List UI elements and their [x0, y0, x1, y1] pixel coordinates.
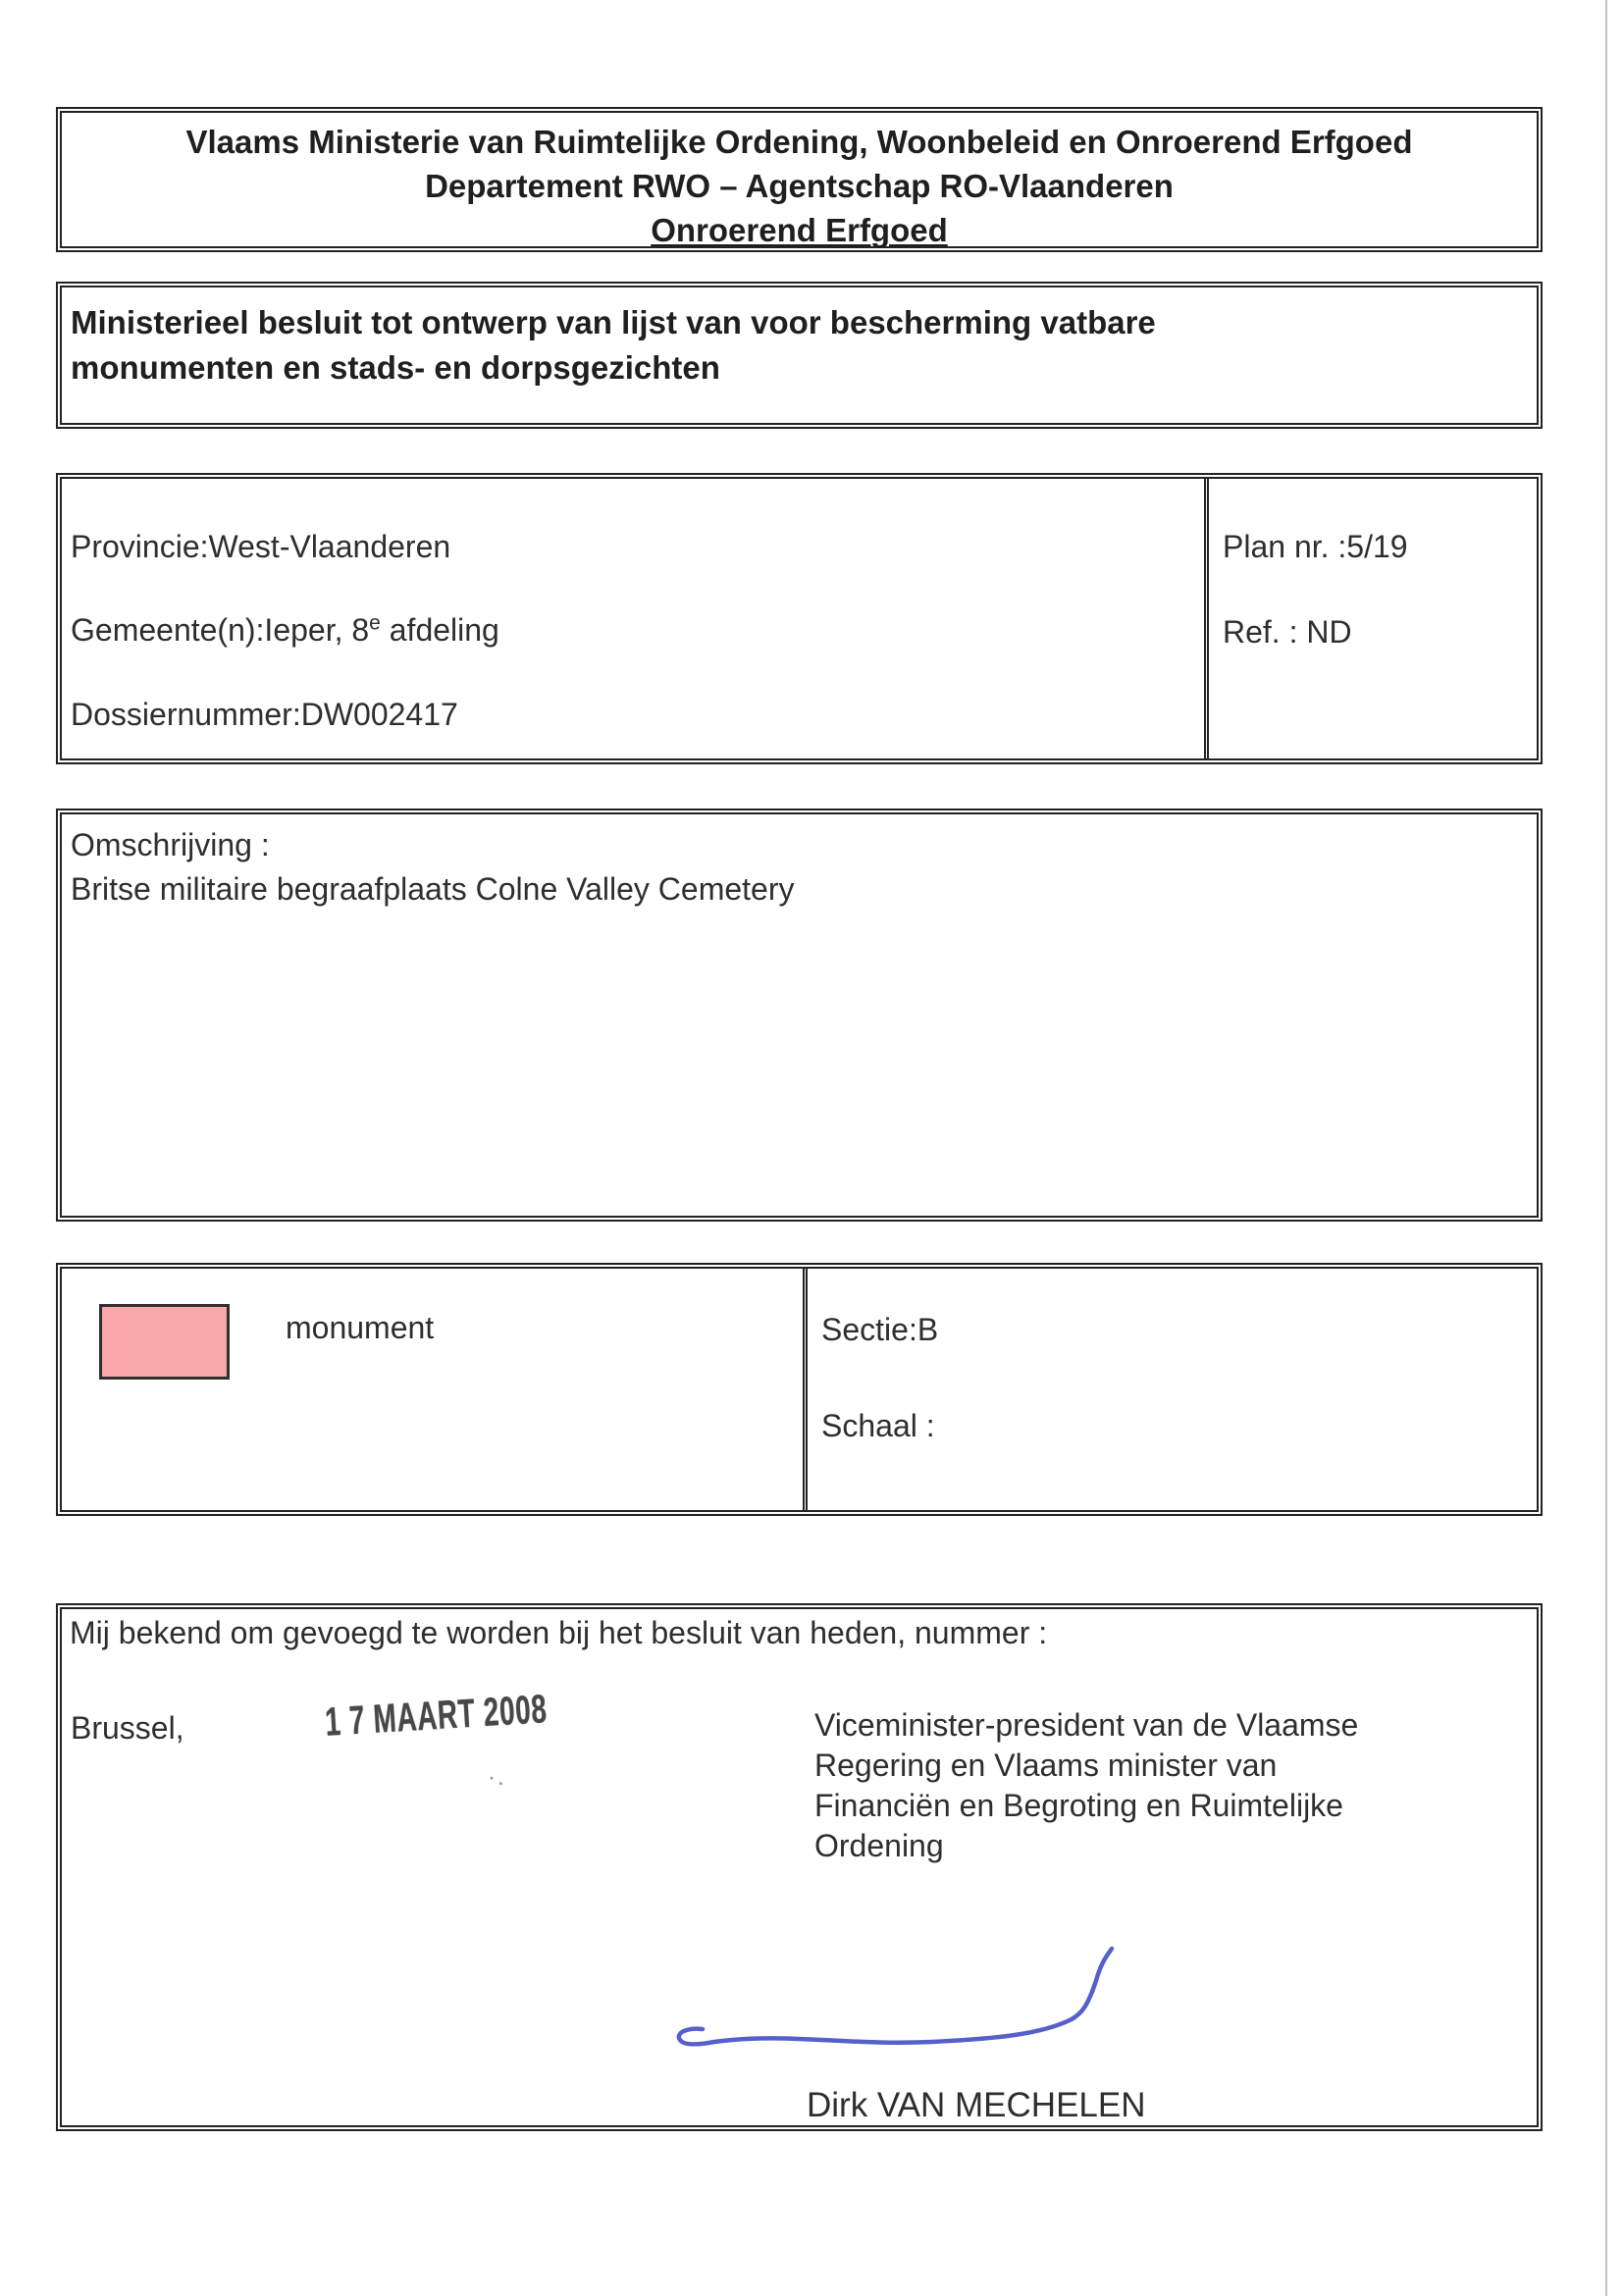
minister-title-line: Viceminister-president van de Vlaamse: [814, 1707, 1359, 1743]
description-box: [56, 809, 1543, 1222]
plan-number-field: Plan nr. :5/19: [1223, 529, 1408, 564]
signer-name: Dirk VAN MECHELEN: [807, 2086, 1146, 2124]
agency-name: Onroerend Erfgoed: [651, 212, 948, 248]
signature-stroke: [679, 1949, 1112, 2044]
signoff-box: [56, 1603, 1543, 2131]
schaal-field: Schaal :: [821, 1408, 935, 1443]
city-label: Brussel,: [71, 1710, 184, 1746]
reference-field: Ref. : ND: [1223, 614, 1352, 650]
monument-color-swatch: [99, 1304, 230, 1380]
municipality-suffix: afdeling: [380, 612, 499, 648]
province-field: Provincie:West-Vlaanderen: [71, 529, 451, 564]
scan-artifact-line: [1605, 0, 1607, 2296]
department-name: Departement RWO – Agentschap RO-Vlaanderen: [425, 168, 1174, 204]
decree-title-line2: monumenten en stads- en dorpsgezichten: [71, 349, 720, 386]
municipality-superscript: e: [369, 611, 381, 635]
minister-title-line: Financiën en Begroting en Ruimtelijke: [814, 1788, 1343, 1823]
municipality-text: Gemeente(n):Ieper, 8: [71, 612, 370, 648]
municipality-field: [71, 612, 499, 649]
sectie-schaal-cell: [803, 1269, 1537, 1510]
stamp-stray-mark: ·.: [488, 1764, 506, 1791]
minister-title-line: Regering en Vlaams minister van: [814, 1748, 1278, 1783]
plan-ref-cell: [1204, 479, 1537, 758]
dossier-number-field: Dossiernummer:DW002417: [71, 697, 458, 732]
ministry-header-box: [56, 107, 1543, 252]
sectie-field: Sectie:B: [821, 1312, 939, 1347]
legend-box: [56, 1263, 1543, 1516]
minister-title: [814, 1705, 1358, 1866]
ministry-name: Vlaams Ministerie van Ruimtelijke Ordening, Woonbeleid en Onroerend Erfgoed: [185, 124, 1413, 160]
description-label: Omschrijving :: [71, 827, 270, 862]
decree-title-line1: Ministerieel besluit tot ontwerp van lijst van voor bescherming vatbare: [71, 304, 1156, 340]
description-text: Britse militaire begraafplaats Colne Valley Cemetery: [71, 871, 795, 907]
decree-title-box: [56, 282, 1543, 429]
signature-ink: [651, 1933, 1141, 2105]
date-stamp: 1 7 MAART 2008: [324, 1686, 549, 1745]
attachment-statement: Mij bekend om gevoegd te worden bij het besluit van heden, nummer :: [70, 1615, 1048, 1650]
case-info-box: [56, 473, 1543, 764]
monument-label: monument: [286, 1310, 435, 1345]
minister-title-line: Ordening: [814, 1828, 944, 1863]
